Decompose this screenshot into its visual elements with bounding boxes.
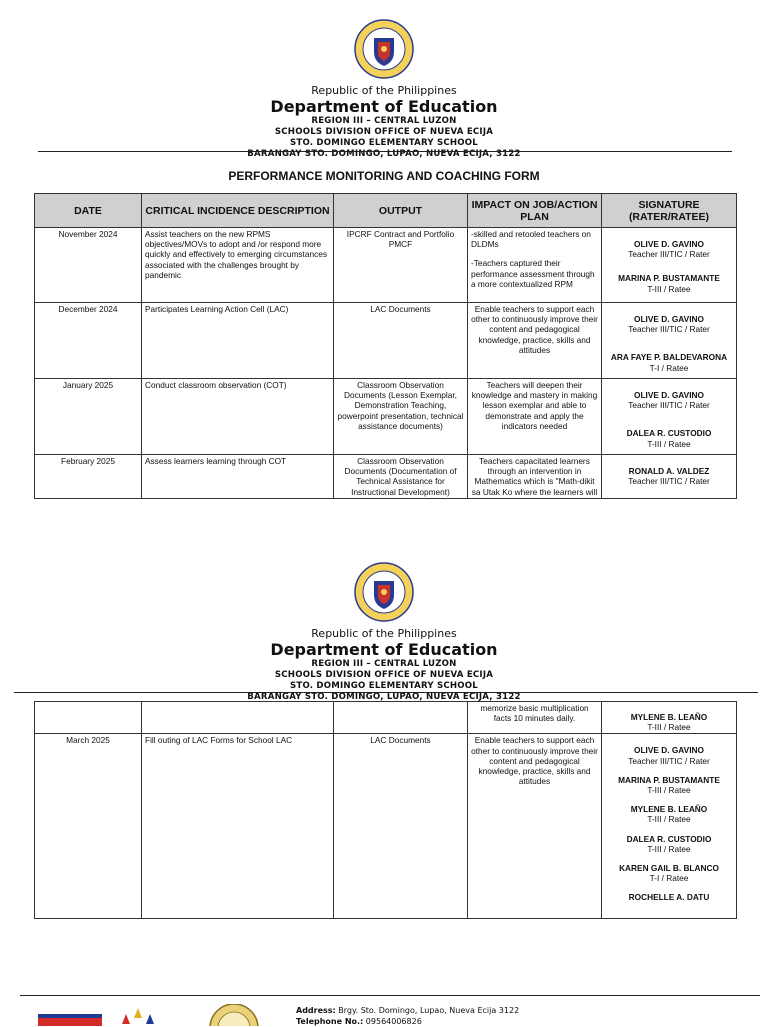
row-date: February 2025 [35, 455, 142, 499]
signatory [605, 314, 733, 334]
deped-logo-icon [38, 1014, 102, 1026]
region-label: REGION III – CENTRAL LUZON [311, 659, 457, 669]
row-impact: Teachers capacitated learners through an intervention in Mathematics which is "Math-dikit sa Utak Ko where the learners will [468, 455, 602, 499]
signatory [605, 352, 733, 372]
col-description: CRITICAL INCIDENCE DESCRIPTION [142, 194, 334, 228]
school-seal-icon [210, 1004, 258, 1026]
signatory [605, 712, 733, 732]
col-output: OUTPUT [334, 194, 468, 228]
table-row [35, 379, 737, 455]
signatory-role: Teacher III/TIC / Rater [628, 324, 710, 335]
signatory-name: OLIVE D. GAVINO [634, 239, 704, 249]
signatory-role: T-I / Ratee [649, 362, 689, 373]
row-output [334, 702, 468, 734]
impact-line: -skilled and retooled teachers on DLDMs [471, 229, 591, 250]
table-row [35, 303, 737, 379]
signatory-role: T-III / Ratee [647, 785, 691, 796]
division-label: SCHOOLS DIVISION OFFICE OF NUEVA ECIJA [274, 127, 494, 137]
form-title: PERFORMANCE MONITORING AND COACHING FORM [228, 169, 540, 183]
signatory [605, 863, 733, 883]
republic-label: Republic of the Philippines [311, 627, 457, 640]
signatory-name: MARINA P. BUSTAMANTE [618, 273, 720, 284]
signatory [605, 775, 733, 795]
signatory-name: MYLENE B. LEAÑO [630, 712, 708, 722]
signatory-role: Teacher III/TIC / Rater [628, 755, 710, 766]
school-address: BARANGAY STO. DOMINGO, LUPAO, NUEVA ECIJA, 3122 [247, 149, 521, 159]
signatory [605, 428, 733, 448]
signatory-name: ROCHELLE A. DATU [628, 892, 710, 903]
row-signature [602, 455, 737, 499]
row-impact: Enable teachers to support each other to continuously improve their content and pedagogical knowledge, practice, skills and attitudes [468, 734, 602, 919]
table-row [35, 734, 737, 919]
table-row [35, 702, 737, 734]
signatory [605, 892, 733, 902]
row-impact: memorize basic multiplication facts 10 minutes daily. [468, 702, 602, 734]
header-divider [38, 151, 732, 152]
address-value: Brgy. Sto. Domingo, Lupao, Nueva Ecija 3122 [338, 1006, 520, 1015]
signatory-name: KAREN GAIL B. BLANCO [619, 863, 719, 874]
row-output: Classroom Observation Documents (Documentation of Technical Assistance for Instructional Development) [334, 455, 468, 499]
signatory-name: MYLENE B. LEAÑO [630, 804, 708, 815]
impact-line: -Teachers captured their performance assessment through a more contextualized RPM [471, 258, 595, 289]
signatory-name: DALEA R. CUSTODIO [626, 428, 712, 439]
col-impact: IMPACT ON JOB/ACTION PLAN [468, 194, 602, 228]
signatory [605, 466, 733, 486]
department-title: Department of Education [270, 640, 498, 659]
row-impact [468, 228, 602, 303]
row-signature [602, 228, 737, 303]
signatory-name: DALEA R. CUSTODIO [626, 833, 712, 844]
phone-label: Telephone No.: [296, 1017, 364, 1026]
address-label: Address: [296, 1006, 336, 1015]
header-divider [14, 692, 758, 693]
school-address: BARANGAY STO. DOMINGO, LUPAO, NUEVA ECIJA, 3122 [247, 692, 521, 702]
row-impact: Enable teachers to support each other to continuously improve their content and pedagogical knowledge, practice, skills and attitudes [468, 303, 602, 379]
row-date: December 2024 [35, 303, 142, 379]
signatory [605, 745, 733, 765]
footer-logos [38, 1004, 278, 1026]
republic-label: Republic of the Philippines [311, 84, 457, 97]
signatory-role: T-I / Ratee [649, 873, 689, 884]
signatory [605, 239, 733, 259]
phone-value: 09564006826 [365, 1017, 422, 1026]
row-output: IPCRF Contract and Portfolio PMCF [334, 228, 468, 303]
signatory-role: Teacher III/TIC / Rater [628, 400, 710, 411]
row-date [35, 702, 142, 734]
bagong-pilipinas-logo-icon [122, 1008, 154, 1024]
row-date: January 2025 [35, 379, 142, 455]
deped-seal-icon [353, 561, 415, 623]
signatory-name: RONALD A. VALDEZ [628, 466, 710, 476]
table-header-row [35, 194, 737, 228]
signatory-name: OLIVE D. GAVINO [634, 745, 704, 756]
school-label: STO. DOMINGO ELEMENTARY SCHOOL [290, 138, 478, 148]
row-signature [602, 303, 737, 379]
signatory-name: OLIVE D. GAVINO [634, 390, 704, 400]
row-output: LAC Documents [334, 303, 468, 379]
row-output: LAC Documents [334, 734, 468, 919]
row-signature [602, 379, 737, 455]
footer-divider [20, 995, 760, 996]
signatory [605, 834, 733, 854]
signatory-name: MARINA P. BUSTAMANTE [618, 774, 720, 785]
row-date: March 2025 [35, 734, 142, 919]
division-label: SCHOOLS DIVISION OFFICE OF NUEVA ECIJA [274, 670, 494, 680]
region-label: REGION III – CENTRAL LUZON [311, 116, 457, 126]
signatory-role: T-III / Ratee [647, 722, 691, 733]
row-output: Classroom Observation Documents (Lesson Exemplar, Demonstration Teaching, powerpoint presentation, technical assistance documents) [334, 379, 468, 455]
signatory-role: T-III / Ratee [647, 438, 691, 449]
row-description: Conduct classroom observation (COT) [142, 379, 334, 455]
col-signature: SIGNATURE (RATER/RATEE) [602, 194, 737, 228]
signatory-name: OLIVE D. GAVINO [634, 314, 704, 324]
signatory-name: ARA FAYE P. BALDEVARONA [610, 352, 728, 363]
coaching-table [34, 193, 737, 499]
row-description: Assist teachers on the new RPMS objectives/MOVs to adopt and /or respond more quickly and effectively to emerging circumstances associated with the challenges brought by pandemic [142, 228, 334, 303]
school-label: STO. DOMINGO ELEMENTARY SCHOOL [290, 681, 478, 691]
signatory-role: T-III / Ratee [647, 843, 691, 854]
col-date: DATE [35, 194, 142, 228]
department-title: Department of Education [270, 97, 498, 116]
row-description: Assess learners learning through COT [142, 455, 334, 499]
signatory [605, 390, 733, 410]
row-description: Participates Learning Action Cell (LAC) [142, 303, 334, 379]
signatory [605, 804, 733, 824]
signatory [605, 273, 733, 293]
page1-header [0, 18, 768, 160]
table-row [35, 455, 737, 499]
coaching-table-continued [34, 701, 737, 919]
deped-seal-icon [353, 18, 415, 80]
row-description [142, 702, 334, 734]
row-impact: Teachers will deepen their knowledge and mastery in making lesson exemplar and able to demonstrate and apply the indicators needed [468, 379, 602, 455]
row-signature [602, 702, 737, 734]
page2-header [0, 561, 768, 703]
signatory-role: Teacher III/TIC / Rater [628, 476, 710, 487]
table-row [35, 228, 737, 303]
signatory-role: Teacher III/TIC / Rater [628, 249, 710, 260]
row-description: Fill outing of LAC Forms for School LAC [142, 734, 334, 919]
row-date: November 2024 [35, 228, 142, 303]
signatory-role: T-III / Ratee [647, 814, 691, 825]
row-signature [602, 734, 737, 919]
signatory-role: T-III / Ratee [647, 283, 691, 294]
